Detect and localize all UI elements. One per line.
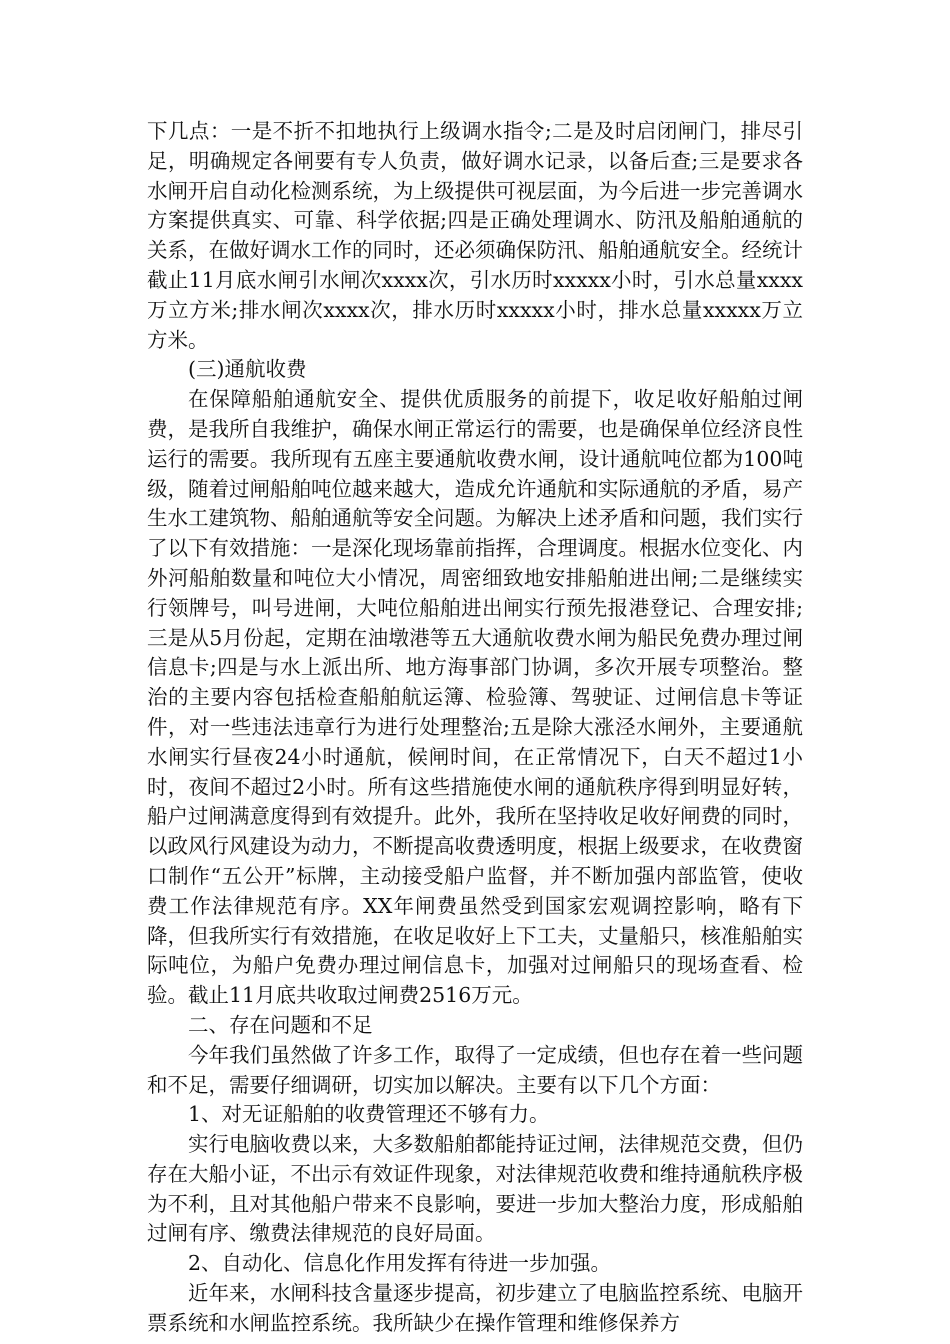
body-paragraph: 在保障船舶通航安全、提供优质服务的前提下，收足收好船舶过闸费，是我所自我维护，确保水闸正常运行的需要，也是确保单位经济良性运行的需要。我所现有五座主要通航收费水闸，设计通航吨位都为100吨级，随着过闸船舶吨位越来越大，造成允许通航和实际通航的矛盾，易产生水工建筑物、船舶通航等安全问题。为解决上述矛盾和问题，我们实行了以下有效措施：一是深化现场靠前指挥，合理调度。根据水位变化、内外河船舶数量和吨位大小情况，周密细致地安排船舶进出闸;二是继续实行领牌号，叫号进闸，大吨位船舶进出闸实行预先报港登记、合理安排;三是从5月份起，定期在油墩港等五大通航收费水闸为船民免费办理过闸信息卡;四是与水上派出所、地方海事部门协调，多次开展专项整治。整治的主要内容包括检查船舶航运簿、检验簿、驾驶证、过闸信息卡等证件，对一些违法违章行为进行处理整治;五是除大涨泾水闸外，主要通航水闸实行昼夜24小时通航，候闸时间，在正常情况下，白天不超过1小时，夜间不超过2小时。所有这些措施使水闸的通航秩序得到明显好转，船户过闸满意度得到有效提升。此外，我所在坚持收足收好闸费的同时，以政风行风建设为动力，不断提高收费透明度，根据上级要求，在收费窗口制作“五公开”标牌，主动接受船户监督，并不断加强内部监管，使收费工作法律规范有序。XX年闸费虽然受到国家宏观调控影响，略有下降，但我所实行有效措施，在收足收好上下工夫，丈量船只，核准船舶实际吨位，为船户免费办理过闸信息卡，加强对过闸船只的现场查看、检验。截止11月底共收取过闸费2516万元。 (147, 387, 803, 1008)
list-item-heading: 1、对无证船舶的收费管理还不够有力。 (188, 1102, 550, 1127)
body-paragraph: 实行电脑收费以来，大多数船舶都能持证过闸，法律规范交费，但仍存在大船小证，不出示有效证件现象，对法律规范收费和维持通航秩序极为不利，且对其他船户带来不良影响，要进一步加大整治力度，形成船舶过闸有序、缴费法律规范的良好局面。 (147, 1132, 803, 1246)
document-page (147, 117, 803, 1339)
list-item-heading: 2、自动化、信息化作用发挥有待进一步加强。 (188, 1251, 612, 1276)
body-paragraph: 下几点：一是不折不扣地执行上级调水指令;二是及时启闭闸门，排尽引足，明确规定各闸要有专人负责，做好调水记录，以备后查;三是要求各水闸开启自动化检测系统，为上级提供可视层面，为今后进一步完善调水方案提供真实、可靠、科学依据;四是正确处理调水、防汛及船舶通航的关系，在做好调水工作的同时，还必须确保防汛、船舶通航安全。经统计截止11月底水闸引水闸次xxxx次，引水历时xxxxx小时，引水总量xxxx万立方米;排水闸次xxxx次，排水历时xxxxx小时，排水总量xxxxx万立方米。 (147, 119, 803, 352)
section-heading-navigation-fees: (三)通航收费 (188, 357, 307, 382)
body-paragraph: 近年来，水闸科技含量逐步提高，初步建立了电脑监控系统、电脑开票系统和水闸监控系统。我所缺少在操作管理和维修保养方 (147, 1281, 803, 1335)
body-paragraph: 今年我们虽然做了许多工作，取得了一定成绩，但也存在着一些问题和不足，需要仔细调研，切实加以解决。主要有以下几个方面： (147, 1042, 803, 1097)
section-heading-problems: 二、存在问题和不足 (188, 1012, 373, 1037)
